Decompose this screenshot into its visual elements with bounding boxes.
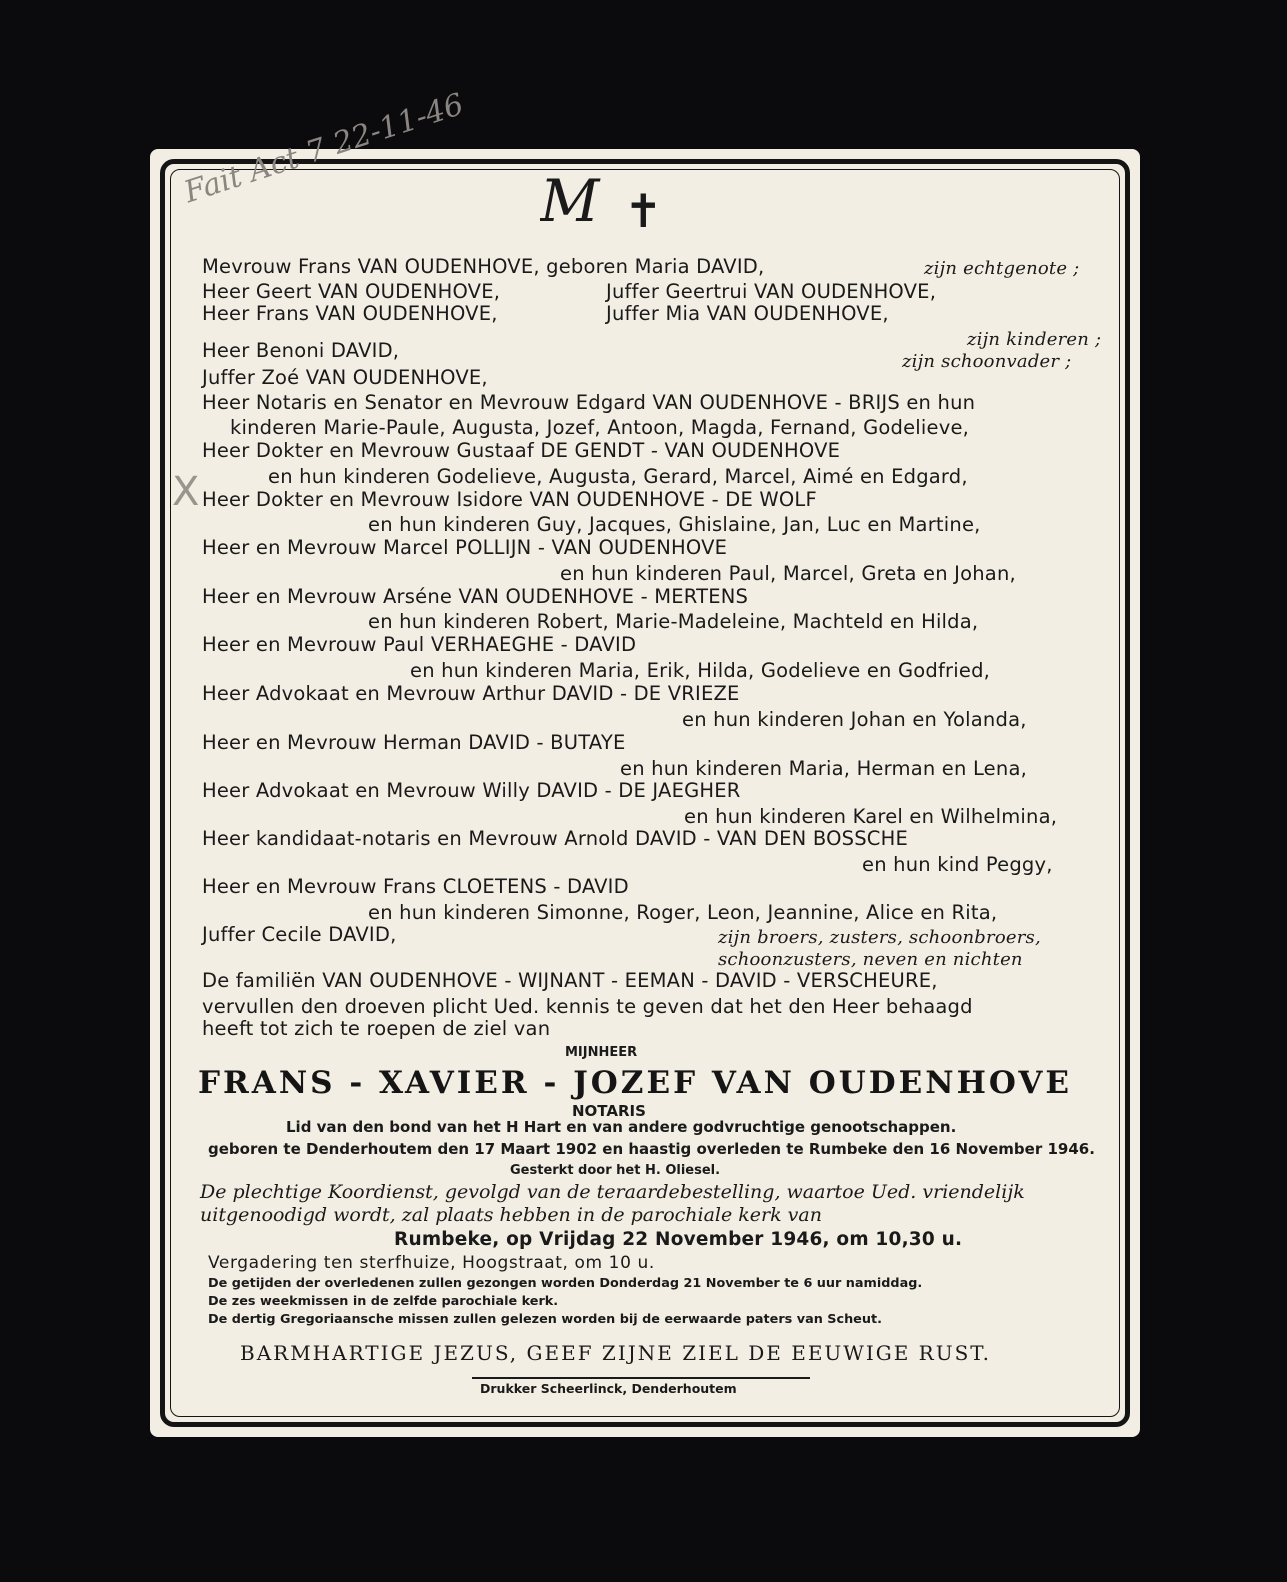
family-line: en hun kinderen Karel en Wilhelmina, (684, 805, 1058, 828)
handwritten-annotation: Fait Act 7 22-11-46 (180, 86, 468, 211)
cross-icon: ✝ (624, 184, 663, 238)
printer-credit: Drukker Scheerlinck, Denderhoutem (480, 1381, 737, 1396)
family-line: en hun kinderen Maria, Herman en Lena, (620, 757, 1027, 780)
family-line: Heer en Mevrouw Herman DAVID - BUTAYE (202, 731, 626, 754)
role-label: zijn schoonvader ; (902, 351, 1072, 372)
family-line: Juffer Geertrui VAN OUDENHOVE, (606, 280, 937, 303)
deceased-name: FRANS - XAVIER - JOZEF VAN OUDENHOVE (198, 1065, 1073, 1101)
role-label: zijn echtgenote ; (924, 258, 1080, 279)
announcement-line: heeft tot zich te roepen de ziel van (202, 1017, 551, 1040)
monogram-cross-icon (540, 169, 680, 239)
monogram-letter: M (540, 169, 600, 235)
announcement-line: vervullen den droeven plicht Ued. kennis te geven dat het den Heer behaagd (202, 995, 973, 1018)
family-line: Juffer Zoé VAN OUDENHOVE, (202, 366, 488, 389)
service-line: De plechtige Koordienst, gevolgd van de teraardebestelling, waartoe Ued. vriendelijk (200, 1181, 1025, 1203)
note-line: De dertig Gregoriaansche missen zullen gelezen worden bij de eerwaarde paters van Scheut. (208, 1312, 882, 1327)
family-line: en hun kinderen Robert, Marie-Madeleine, Machteld en Hilda, (368, 610, 979, 633)
family-line: Juffer Cecile DAVID, (202, 923, 397, 946)
family-line: kinderen Marie-Paule, Augusta, Jozef, Antoon, Magda, Fernand, Godelieve, (230, 416, 970, 439)
note-line: De getijden der overledenen zullen gezongen worden Donderdag 21 November te 6 uur namiddag. (208, 1276, 923, 1291)
family-line: De familiën VAN OUDENHOVE - WIJNANT - EEMAN - DAVID - VERSCHEURE, (202, 969, 938, 992)
family-line: en hun kinderen Simonne, Roger, Leon, Jeannine, Alice en Rita, (368, 901, 998, 924)
sacrament-line: Gesterkt door het H. Oliesel. (510, 1163, 721, 1178)
family-line: Heer Geert VAN OUDENHOVE, (202, 280, 501, 303)
family-line: en hun kinderen Paul, Marcel, Greta en Johan, (560, 562, 1016, 585)
note-line: De zes weekmissen in de zelfde parochiale kerk. (208, 1294, 559, 1309)
family-line: Heer Benoni DAVID, (202, 339, 400, 362)
service-place-date: Rumbeke, op Vrijdag 22 November 1946, om 10,30 u. (394, 1229, 963, 1250)
family-line: Heer en Mevrouw Frans CLOETENS - DAVID (202, 875, 629, 898)
family-line: Heer Frans VAN OUDENHOVE, (202, 302, 498, 325)
family-line: en hun kinderen Guy, Jacques, Ghislaine, Jan, Luc en Martine, (368, 513, 981, 536)
family-line: Heer en Mevrouw Marcel POLLIJN - VAN OUDENHOVE (202, 536, 728, 559)
role-label: zijn broers, zusters, schoonbroers, (718, 927, 1041, 948)
family-line: Heer Advokaat en Mevrouw Arthur DAVID - DE VRIEZE (202, 682, 740, 705)
family-line: en hun kind Peggy, (862, 853, 1053, 876)
memorial-card (150, 86, 1140, 1437)
family-line: Heer kandidaat-notaris en Mevrouw Arnold DAVID - VAN DEN BOSSCHE (202, 827, 908, 850)
family-line: Heer en Mevrouw Arséne VAN OUDENHOVE - MERTENS (202, 585, 749, 608)
gathering-line: Vergadering ten sterfhuize, Hoogstraat, om 10 u. (208, 1253, 655, 1273)
family-line: Heer Dokter en Mevrouw Isidore VAN OUDENHOVE - DE WOLF (202, 488, 817, 511)
family-line: Heer Notaris en Senator en Mevrouw Edgard VAN OUDENHOVE - BRIJS en hun (202, 391, 976, 414)
family-line: Juffer Mia VAN OUDENHOVE, (606, 302, 889, 325)
family-line: Heer Dokter en Mevrouw Gustaaf DE GENDT - VAN OUDENHOVE (202, 439, 841, 462)
family-line: Heer Advokaat en Mevrouw Willy DAVID - DE JAEGHER (202, 779, 741, 802)
service-line: uitgenoodigd wordt, zal plaats hebben in de parochiale kerk van (200, 1204, 822, 1226)
family-line: Mevrouw Frans VAN OUDENHOVE, geboren Maria DAVID, (202, 255, 765, 278)
birth-death-line: geboren te Denderhoutem den 17 Maart 1902 en haastig overleden te Rumbeke den 16 November 1946. (208, 1140, 1095, 1158)
divider (472, 1377, 810, 1379)
family-line: en hun kinderen Godelieve, Augusta, Gerard, Marcel, Aimé en Edgard, (268, 465, 968, 488)
honorific: MIJNHEER (565, 1045, 638, 1060)
family-line: en hun kinderen Johan en Yolanda, (682, 708, 1027, 731)
motto: BARMHARTIGE JEZUS, GEEF ZIJNE ZIEL DE EEUWIGE RUST. (240, 1341, 992, 1365)
deceased-membership: Lid van den bond van het H Hart en van andere godvruchtige genootschappen. (286, 1118, 957, 1136)
role-label: zijn kinderen ; (967, 329, 1102, 350)
role-label: schoonzusters, neven en nichten (718, 949, 1023, 970)
handwritten-mark: X (172, 469, 200, 515)
deceased-profession: NOTARIS (572, 1102, 646, 1120)
family-line: Heer en Mevrouw Paul VERHAEGHE - DAVID (202, 633, 637, 656)
family-line: en hun kinderen Maria, Erik, Hilda, Godelieve en Godfried, (410, 659, 991, 682)
